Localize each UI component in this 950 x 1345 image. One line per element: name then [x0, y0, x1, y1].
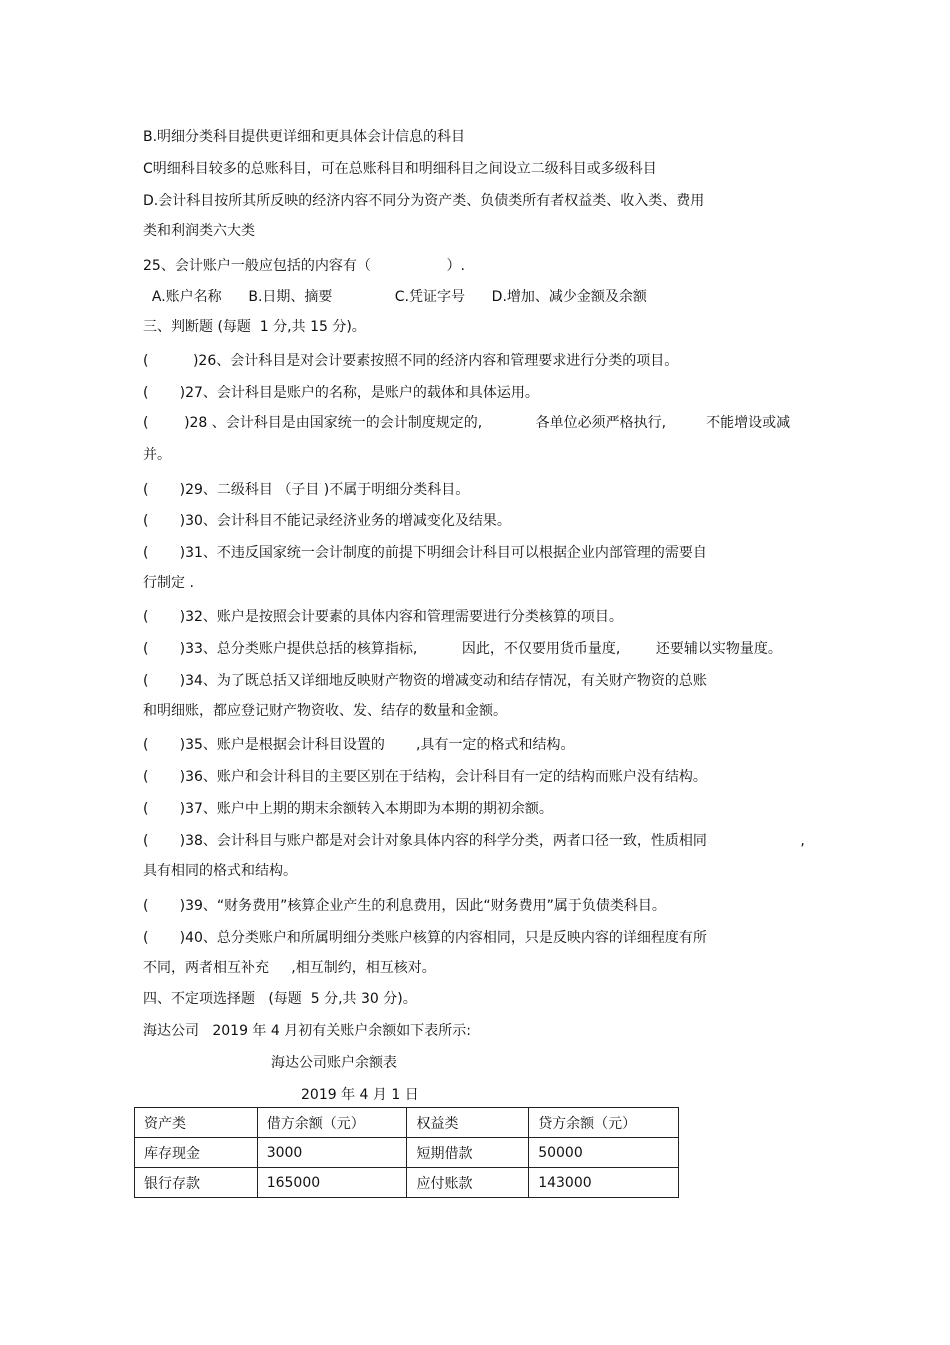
section-4-heading: 四、不定项选择题 (每题 5 分,共 30 分)。	[143, 991, 417, 1007]
table-row	[135, 1138, 679, 1168]
question-25-options: A.账户名称 B.日期、摘要 C.凭证字号 D.增加、减少金额及余额	[143, 289, 647, 305]
option-c-text: C明细科目较多的总账科目，可在总账科目和明细科目之间设立二级科目或多级科目	[143, 161, 657, 177]
option-b-text: B.明细分类科目提供更详细和更具体会计信息的科目	[143, 129, 466, 145]
question-38-cont: 具有相同的格式和结构。	[143, 863, 297, 879]
question-31: ( )31、不违反国家统一会计制度的前提下明细会计科目可以根据企业内部管理的需要自	[143, 545, 707, 561]
header-cell: 借方余额（元）	[257, 1108, 407, 1138]
header-cell: 权益类	[407, 1108, 529, 1138]
question-27: ( )27、会计科目是账户的名称，是账户的载体和具体运用。	[143, 385, 539, 401]
question-38: ( )38、会计科目与账户都是对会计对象具体内容的科学分类，两者口径一致，性质相同 ,	[143, 833, 805, 849]
section-3-heading: 三、判断题 (每题 1 分,共 15 分)。	[143, 319, 366, 335]
option-d-text: D.会计科目按所其所反映的经济内容不同分为资产类、负债类所有者权益类、收入类、费用	[143, 193, 705, 209]
question-39: ( )39、“财务费用”核算企业产生的利息费用，因此“财务费用”属于负债类科目。	[143, 898, 666, 914]
account-balance-table	[134, 1107, 679, 1198]
question-35: ( )35、账户是根据会计科目设置的 ,具有一定的格式和结构。	[143, 737, 575, 753]
table-cell: 银行存款	[135, 1168, 258, 1198]
question-37: ( )37、账户中上期的期末余额转入本期即为本期的期初余额。	[143, 801, 553, 817]
question-33: ( )33、总分类账户提供总括的核算指标, 因此，不仅要用货币量度, 还要辅以实物量度。	[143, 641, 782, 657]
question-30: ( )30、会计科目不能记录经济业务的增减变化及结果。	[143, 513, 511, 529]
table-cell: 库存现金	[135, 1138, 258, 1168]
question-25: 25、会计账户一般应包括的内容有（ ）.	[143, 258, 465, 274]
question-28: ( )28 、会计科目是由国家统一的会计制度规定的, 各单位必须严格执行, 不能增设或减	[143, 415, 791, 431]
table-header-row	[135, 1108, 679, 1138]
question-28-cont: 并。	[143, 447, 171, 463]
question-40: ( )40、总分类账户和所属明细分类账户核算的内容相同，只是反映内容的详细程度有所	[143, 930, 707, 946]
header-cell: 贷方余额（元）	[529, 1108, 679, 1138]
table-cell: 3000	[257, 1138, 407, 1168]
question-32: ( )32、账户是按照会计要素的具体内容和管理需要进行分类核算的项目。	[143, 609, 623, 625]
table-cell: 应付账款	[407, 1168, 529, 1198]
question-29: ( )29、二级科目 （子目 )不属于明细分类科目。	[143, 482, 470, 498]
header-cell: 资产类	[135, 1108, 258, 1138]
table-cell: 短期借款	[407, 1138, 529, 1168]
question-34-cont: 和明细账，都应登记财产物资收、发、结存的数量和金额。	[143, 703, 507, 719]
table-row	[135, 1168, 679, 1198]
question-31-cont: 行制定 .	[143, 575, 194, 591]
table-cell: 143000	[529, 1168, 679, 1198]
table-cell: 165000	[257, 1168, 407, 1198]
table-date: 2019 年 4 月 1 日	[301, 1087, 419, 1103]
company-intro: 海达公司 2019 年 4 月初有关账户余额如下表所示:	[143, 1023, 471, 1039]
table-cell: 50000	[529, 1138, 679, 1168]
question-40-cont: 不同，两者相互补充 ,相互制约，相互核对。	[143, 960, 436, 976]
option-d-text-cont: 类和利润类六大类	[143, 223, 255, 239]
table-title: 海达公司账户余额表	[271, 1055, 397, 1071]
question-26: ( )26、会计科目是对会计要素按照不同的经济内容和管理要求进行分类的项目。	[143, 353, 679, 369]
question-34: ( )34、为了既总括又详细地反映财产物资的增减变动和结存情况，有关财产物资的总账	[143, 673, 707, 689]
question-36: ( )36、账户和会计科目的主要区别在于结构，会计科目有一定的结构而账户没有结构。	[143, 769, 707, 785]
